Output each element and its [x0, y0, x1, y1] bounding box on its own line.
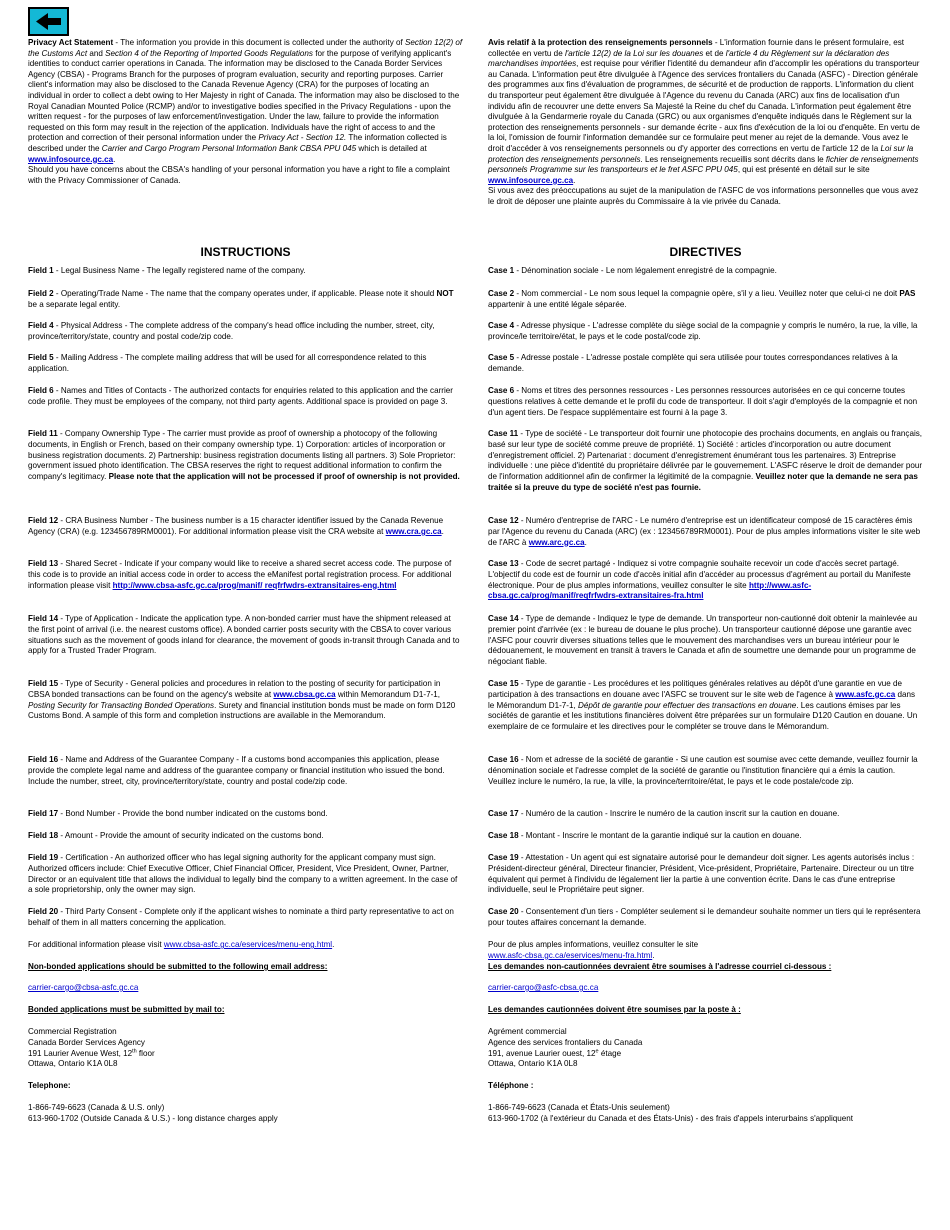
carrier-cargo-email-link-en[interactable]: carrier-cargo@cbsa-asfc.gc.ca: [28, 983, 139, 992]
field-2-instruction: Field 2 - Operating/Trade Name - The name that the company operates under, if applicable. Please note it should NOT be a separate legal entity.: [28, 289, 454, 309]
bonded-heading-fr: Les demandes cautionnées doivent être soumises par la poste à :: [488, 1005, 741, 1014]
case-1-directive: Case 1 - Dénomination sociale - Le nom légalement enregistré de la compagnie.: [488, 266, 777, 275]
mailing-address-fr: Agrément commercial Agence des services frontaliers du Canada 191, avenue Laurier ouest, 12e étage Ottawa, Ontario K1A 0L8: [488, 1027, 643, 1069]
case-2-directive: Case 2 - Nom commercial - Le nom sous lequel la compagnie opère, s'il y a lieu. Veuillez noter que celui-ci ne doit PAS appartenir à une entité légale séparée.: [488, 289, 916, 309]
case-4-directive: Case 4 - Adresse physique - L'adresse complète du siège social de la compagnie y compris le numéro, la rue, la ville, la province/le territoire/état, le pays et le code postal/code zip.: [488, 321, 918, 341]
nonbonded-heading-en: Non-bonded applications should be submitted to the following email address:: [28, 962, 328, 971]
field-13-instruction: Field 13 - Shared Secret - Indicate if your company would like to receive a shared secret access code. The purpose of this code is to provide an initial access code in order to access the eManifest portal registration process. For additional information please visit http://www.cbsa-asfc.gc.ca/prog/manif/ reqfrfwdrs-extransitaires-eng.html: [28, 559, 452, 590]
case-19-directive: Case 19 - Attestation - Un agent qui est signataire autorisé pour le demandeur doit signer. Les agents autorisés inclus : Président-directeur général, Directeur financier, Président, Vice-président, Propriétaire, Partenaire. Directeur ou un titre équivalent qui permet à l'individu de légalement lier la partie à une convention écrite. Dans le cas d'une entreprise individuelle, seul le Propriétaire peut signer.: [488, 853, 915, 895]
cra-website-link[interactable]: www.cra.gc.ca: [385, 526, 442, 536]
back-button[interactable]: [28, 7, 69, 36]
field-15-instruction: Field 15 - Type of Security - General policies and procedures in relation to the posting of security for participation in CBSA bonded transactions can be found on the agency's website at www.cbsa.gc.ca within Memorandum D1-7-1, Posting Security for Transacting Bonded Operations. Surety and financial institution bonds must be made on form D120 Customs Bond. A sample of this form and completion instructions are available in the Memorandum.: [28, 679, 456, 721]
privacy-title-en: Privacy Act Statement: [28, 38, 114, 47]
telephone-numbers-fr: 1-866-749-6623 (Canada et États-Unis seulement) 613-960-1702 (à l'extérieur du Canada et des États-Unis) - des frais d'appels interurbains s'appliquent: [488, 1103, 854, 1123]
case-11-directive: Case 11 - Type de société - Le transporteur doit fournir une photocopie des prochains documents, en anglais ou français, basé sur leur type de société comme preuve de propriété. 1) Société : articles d'incorporation ou autre document d'enregistrement officiel. 2) Partenariat : document d'enregistrement énumérant tous les partenaires. 3) Entreprise individuelle : une pièce d'identité du propriétaire délivrée par le gouvernement. L'ASFC réserve le droit de demander pour de l'information additionnel afin de confirmer la légitimité de la compagnie. Veuillez noter que la demande ne sera pas traitée si la preuve du type de société n'est pas fournie.: [488, 429, 923, 492]
field-11-instruction: Field 11 - Company Ownership Type - The carrier must provide as proof of ownership a photocopy of the following documents, in English or French, based on their company ownership type. 1) Corporation: articles of incorporation or business registration documents. 2) Partnership: business registration documents listing all partners. 3) Sole Proprietor: government issued photo identification. The CBSA reserves the right to request additional information to confirm the company's legitimacy. Please note that the application will not be processed if proof of ownership is not provided.: [28, 429, 460, 482]
case-18-directive: Case 18 - Montant - Inscrire le montant de la garantie indiqué sur la caution en douane.: [488, 831, 802, 840]
arc-website-link[interactable]: www.arc.gc.ca: [528, 537, 585, 547]
eservices-link-fr[interactable]: www.asfc-cbsa.gc.ca/eservices/menu-fra.html: [488, 950, 653, 960]
back-arrow-icon: [30, 9, 67, 34]
field-4-instruction: Field 4 - Physical Address - The complete address of the company's head office including the number, street, city, province/territory/state, country and postal code/zip code.: [28, 321, 435, 341]
case-20-directive: Case 20 - Consentement d'un tiers - Compléter seulement si le demandeur souhaite nommer un tiers qui le représentera pour toutes affaires concernant la demande.: [488, 907, 921, 927]
privacy-complaint-en: Should you have concerns about the CBSA's handling of your personal information you have a right to file a complaint with the Privacy Commissioner of Canada.: [28, 165, 450, 185]
case-13-directive: Case 13 - Code de secret partagé - Indiquez si votre compagnie souhaite recevoir un code d'accès secret partagé. L'objectif du code est de fournir un code d'accès initial afin d'accéder au processus d'agrément au portail du Manifeste électronique. Pour de plus amples informations, veuillez consulter le site http://www.asfc-cbsa.gc.ca/prog/manif/reqfrfwdrs-extransitaires-fra.html: [488, 559, 911, 601]
emanifest-link-fr[interactable]: http://www.asfc-cbsa.gc.ca/prog/manif/reqfrfwdrs-extransitaires-fra.html: [488, 580, 812, 601]
infosource-link-en[interactable]: www.infosource.gc.ca: [28, 154, 114, 164]
field-18-instruction: Field 18 - Amount - Provide the amount of security indicated on the customs bond.: [28, 831, 324, 840]
case-16-directive: Case 16 - Nom et adresse de la société de garantie - Si une caution est soumise avec cette demande, veuillez fournir la dénomination sociale et l'adresse complet de la société de garantie ou l'institution financière qui a émis la caution. Veuillez inclure le numéro, la rue, la ville, la province/territoire/état, le pays et le code postale/code zip.: [488, 755, 918, 786]
directives-heading: DIRECTIVES: [669, 245, 742, 259]
emanifest-link-en[interactable]: http://www.cbsa-asfc.gc.ca/prog/manif/ reqfrfwdrs-extransitaires-eng.html: [112, 580, 397, 590]
case-14-directive: Case 14 - Type de demande - Indiquez le type de demande. Un transporteur non-cautionné doit obtenir la mainlevée au premier point d'arrivée (ex : le bureau de douane le plus proche). Un transporteur cautionné dépose une garantie avec l'ASFC pour couvrir diverses situations telles que le mouvement des marchandises vers un bureau intérieur pour le dédouanement, le mouvement en transit à travers le Canada et afin de soumettre une demande pour un programme de négociant fiable.: [488, 614, 918, 667]
carrier-cargo-email-link-fr[interactable]: carrier-cargo@asfc-cbsa.gc.ca: [488, 983, 599, 992]
asfc-website-link[interactable]: www.asfc.gc.ca: [835, 689, 896, 699]
field-19-instruction: Field 19 - Certification - An authorized officer who has legal signing authority for the applicant company must sign. Authorized officers include: Chief Executive Officer, Chief Financial Officer, President, Vice President, Owner, Partner, Director or an equivalent title that allows the individual to legally bind the company to a written agreement. In the case of a sole proprietorship, only the owner may sign.: [28, 853, 458, 895]
email-fr: [488, 983, 923, 994]
field-1-instruction: Field 1 - Legal Business Name - The legally registered name of the company.: [28, 266, 306, 275]
field-17-instruction: Field 17 - Bond Number - Provide the bond number indicated on the customs bond.: [28, 809, 328, 818]
case-17-directive: Case 17 - Numéro de la caution - Inscrire le numéro de la caution inscrit sur la caution en douane.: [488, 809, 840, 818]
case-12-directive: Case 12 - Numéro d'entreprise de l'ARC - Le numéro d'entreprise est un identificateur composé de 15 caractères émis par l'Agence du revenu du Canada (ARC) (ex : 123456789RM0001). Pour de plus amples informations visiter le site web de l'ARC à www.arc.gc.ca.: [488, 516, 921, 547]
telephone-heading-en: Telephone:: [28, 1081, 71, 1090]
bonded-heading-en: Bonded applications must be submitted by mail to:: [28, 1005, 225, 1014]
instructions-heading: INSTRUCTIONS: [200, 245, 291, 259]
infosource-link-fr[interactable]: www.infosource.gc.ca: [488, 175, 574, 185]
case-5-directive: Case 5 - Adresse postale - L'adresse postale complète qui sera utilisée pour toutes correspondances relatives à la demande.: [488, 353, 898, 373]
field-16-instruction: Field 16 - Name and Address of the Guarantee Company - If a customs bond accompanies this application, please provide the complete legal name and address of the guarantee company or financial institution who issued the bond. Include the number, street, city, province/territory/state, country and postal code/zip code.: [28, 755, 445, 786]
more-info-en: For additional information please visit www.cbsa-asfc.gc.ca/eservices/menu-eng.html.: [28, 940, 335, 949]
field-12-instruction: Field 12 - CRA Business Number - The business number is a 15 character identifier issued by the Canada Revenue Agency (CRA) (e.g. 123456789RM0001). For additional information please visit the CRA website at www.cra.gc.ca.: [28, 516, 444, 536]
privacy-title-fr: Avis relatif à la protection des renseignements personnels: [488, 38, 713, 47]
email-en: [28, 983, 463, 994]
telephone-heading-fr: Téléphone :: [488, 1081, 534, 1090]
cbsa-website-link[interactable]: www.cbsa.gc.ca: [273, 689, 336, 699]
mailing-address-en: Commercial Registration Canada Border Services Agency 191 Laurier Avenue West, 12th floor Ottawa, Ontario K1A 0L8: [28, 1027, 155, 1069]
privacy-statement-en: Privacy Act Statement - The information you provide in this document is collected under the authority of Section 12(2) of the Customs Act and Section 4 of the Reporting of Imported Goods Regulations for the purpose of verifying applicant's identities to conduct carrier operations in Canada. The information may be disclosed to the Canada Border Services Agency (CBSA) - Programs Branch for the purposes of program evaluation, security and reporting purposes. Carrier client's information may also be disclosed to the Canada Revenue Agency (CRA) for the purposes of locating an individual in order to collect a debt owing to Her Majesty in right of Canada. The information may also be disclosed to the Royal Canadian Mounted Police (RCMP) and/or to investigative bodies specified in the Privacy Regulations - upon the written request - for the purposes of law enforcement/investigation. Under the law, failure to provide the information requested on this form may result in the rejection of the application. Individuals have the right of access to and the protection and correction of their personal information under the Privacy Act - Section 12. The information collected is described under the Carrier and Cargo Program Personal Information Bank CBSA PPU 045 which is detailed at www.infosource.gc.ca. Should you have concerns about the CBSA's handling of your personal information you have a right to file a complaint with the Privacy Commissioner of Canada.: [28, 38, 463, 185]
privacy-statement-fr: Avis relatif à la protection des renseignements personnels - L'information fournie dans le présent formulaire, est collectée en vertu de l'article 12(2) de la Loi sur les douanes et de l'article 4 du Règlement sur la déclaration des marchandises importées, est requise pour vérifier l'identité du demandeur afin d'accomplir les opérations du transporteur au Canada. L'information peut être divulguée à l'Agence des services frontaliers du Canada (ASFC) - Direction générale des programmes aux fins d'évaluation de programmes, de sécurité et de production de rapports. L'information du client du transporteur peut également être divulguée à l'Agence du revenu du Canada (ARC) aux fins de localisation d'un individu afin de recouvrer une dette envers Sa Majesté la Reine du chef du Canada. L'information peut également être divulguée à la Gendarmerie royale du Canada (GRC) ou aux organismes d'enquête indiqués dans le Règlement sur la protection des renseignements personnels - sur demande écrite - aux fins d'exécution de la loi ou d'enquête. En vertu de la loi, l'omission de fournir l'information demandée sur ce formulaire peut mener au rejet de la demande. Vous avez le droit d'accéder à vos renseignements personnels ou d'y apporter des corrections en vertu de l'article 12 de la Loi sur la protection des renseignements personnels. Les renseignements recueillis sont décrits dans le fichier de renseignements personnels Programme sur les transporteurs et le fret ASFC PPU 045, qui est présenté en détail sur le site www.infosource.gc.ca. Si vous avez des préoccupations au sujet de la manipulation de l'ASFC de vos informations personnelles que vous avez le droit de déposer une plainte auprès du Commissaire à la vie privée du Canada.: [488, 38, 923, 208]
case-6-directive: Case 6 - Noms et titres des personnes ressources - Les personnes ressources autorisées en ce qui concerne toutes questions relatives à cette demande et le profil du code de transporteur. Il doit s'agir d'employés de la compagnie et non d'un agent tiers. De l'espace supplémentaire est fourni à la page 3.: [488, 386, 918, 417]
telephone-numbers-en: 1-866-749-6623 (Canada & U.S. only) 613-960-1702 (Outside Canada & U.S.) - long distance charges apply: [28, 1103, 278, 1123]
nonbonded-heading-fr: Les demandes non-cautionnées devraient être soumises à l'adresse courriel ci-dessous :: [488, 962, 832, 971]
more-info-fr: Pour de plus amples informations, veuillez consulter le site www.asfc-cbsa.gc.ca/eservices/menu-fra.html.: [488, 940, 699, 960]
privacy-complaint-fr: Si vous avez des préoccupations au sujet de la manipulation de l'ASFC de vos informations personnelles que vous avez le droit de déposer une plainte auprès du Commissaire à la vie privée du Canada.: [488, 186, 919, 206]
case-15-directive: Case 15 - Type de garantie - Les procédures et les politiques générales relatives au dépôt d'une garantie en vue de participation à des transactions en douane avec l'ASFC se trouvent sur le site web de l'agence à www.asfc.gc.ca dans le Mémorandum D1-7-1, Dépôt de garantie pour effectuer des transactions en douane. Les cautions émises par les sociétés de garantie et les institutions financières doivent être préparées sur un formulaire D120 Caution en douane. Un exemplaire de ce formulaire et les directives pour le compléter se trouve dans le Mémorandum.: [488, 679, 918, 732]
field-20-instruction: Field 20 - Third Party Consent - Complete only if the applicant wishes to nominate a third party representative to act on behalf of them in all matters concerning the application.: [28, 907, 454, 927]
field-6-instruction: Field 6 - Names and Titles of Contacts - The authorized contacts for enquiries related to this application and the carrier code profile. They must be employees of the company, not third party agents. Additional space is provided on page 3.: [28, 386, 453, 406]
field-5-instruction: Field 5 - Mailing Address - The complete mailing address that will be used for all correspondence related to this application.: [28, 353, 427, 373]
eservices-link-en[interactable]: www.cbsa-asfc.gc.ca/eservices/menu-eng.html: [163, 940, 333, 949]
field-14-instruction: Field 14 - Type of Application - Indicate the application type. A non-bonded carrier must have the shipment released at the first point of arrival (i.e. the nearest customs office). A bonded carrier posts security with the CBSA to cover various situations such as the movement of goods inland for clearance, the movement of goods in-transit through Canada and to apply for a Trusted Trader Program.: [28, 614, 460, 656]
